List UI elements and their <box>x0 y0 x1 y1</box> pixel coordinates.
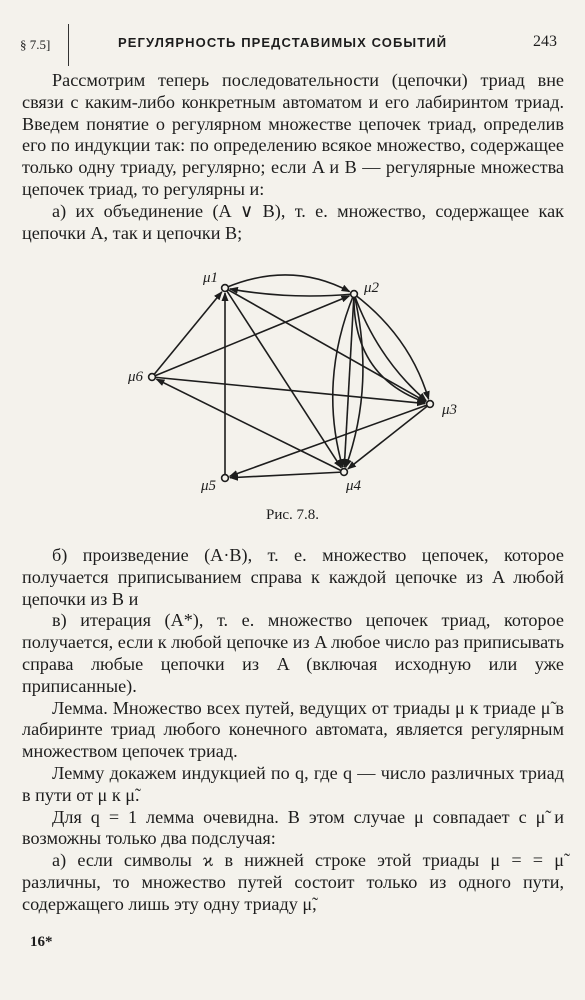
header-divider <box>68 24 69 66</box>
graph-node <box>222 285 229 292</box>
graph-node-label: μ1 <box>203 270 219 286</box>
paragraph-induction: Лемму докажем индукцией по q, где q — число различных триад в пути от μ к μ̃. <box>22 762 564 805</box>
running-title: РЕГУЛЯРНОСТЬ ПРЕДСТАВИМЫХ СОБЫТИЙ <box>118 35 448 50</box>
signature-mark: 16* <box>30 934 53 950</box>
graph-edge <box>348 404 430 469</box>
graph-figure <box>122 270 462 500</box>
graph-edge <box>344 294 354 467</box>
graph-edge <box>333 294 354 467</box>
paragraph-product: б) произведение (A·B), т. е. множество цепочек, которое получается приписыванием справа к каждой цепочке из A любой цепочки из B и <box>22 545 564 609</box>
body-text-top <box>22 70 564 244</box>
graph-node <box>149 374 156 381</box>
paragraph-lemma: Лемма. Множество всех путей, ведущих от триады μ к триаде μ̃ в лабиринте триад любого конечного автомата, является регулярным множеством цепочек триад. <box>22 697 564 762</box>
graph-edge <box>230 289 354 296</box>
figure-caption: Рис. 7.8. <box>265 507 320 523</box>
graph-edge <box>152 377 425 404</box>
paragraph-definition: Рассмотрим теперь последовательности (цепочки) триад вне связи с каким-либо конкретным автоматом и его лабиринтом триад. Введем понятие о регулярном множестве цепочек триад, определив его по индукции так: по определению всякое множество, содержащее только одну триаду, регулярно; если A и B — регулярные множества цепочек триад, то регулярны и: <box>22 70 564 199</box>
graph-edge <box>230 472 344 478</box>
graph-edge <box>152 292 222 377</box>
graph-node-label: μ4 <box>346 478 362 494</box>
graph-edge <box>354 294 425 402</box>
graph-node <box>351 291 358 298</box>
paragraph-union: а) их объединение (A ∨ B), т. е. множество, содержащее как цепочки A, так и цепочки B; <box>22 200 564 243</box>
graph-edge <box>225 275 350 292</box>
graph-node-label: μ2 <box>364 280 380 296</box>
graph-edge <box>354 294 426 401</box>
graph-node <box>427 401 434 408</box>
page-number: 243 <box>533 33 557 50</box>
graph-edge <box>225 288 341 468</box>
graph-node <box>341 469 348 476</box>
paragraph-subcase-a: а) если символы ϰ в нижней строке этой триады μ = = μ̃ различны, то множество путей состоит только из одного пути, содержащего лишь эту одну триаду μ̃, <box>22 850 564 914</box>
graph-node-label: μ5 <box>201 478 217 494</box>
graph-edge <box>152 296 349 377</box>
paragraph-base-case: Для q = 1 лемма очевидна. В этом случае μ совпадает с μ̃ и возможны только два подслучая: <box>22 806 564 849</box>
graph-node-label: μ3 <box>442 402 458 418</box>
graph-node <box>222 475 229 482</box>
paragraph-iteration: в) итерация (A*), т. е. множество цепочек триад, которое получается, если к любой цепочке из A любое число раз приписывать справа любые цепочки из A (включая исходную или уже приписанные). <box>22 610 564 696</box>
page-header <box>0 30 585 54</box>
section-ref: § 7.5] <box>20 37 51 52</box>
graph-node-label: μ6 <box>128 369 144 385</box>
body-text-bottom <box>22 545 564 916</box>
graph-edge <box>346 294 363 467</box>
